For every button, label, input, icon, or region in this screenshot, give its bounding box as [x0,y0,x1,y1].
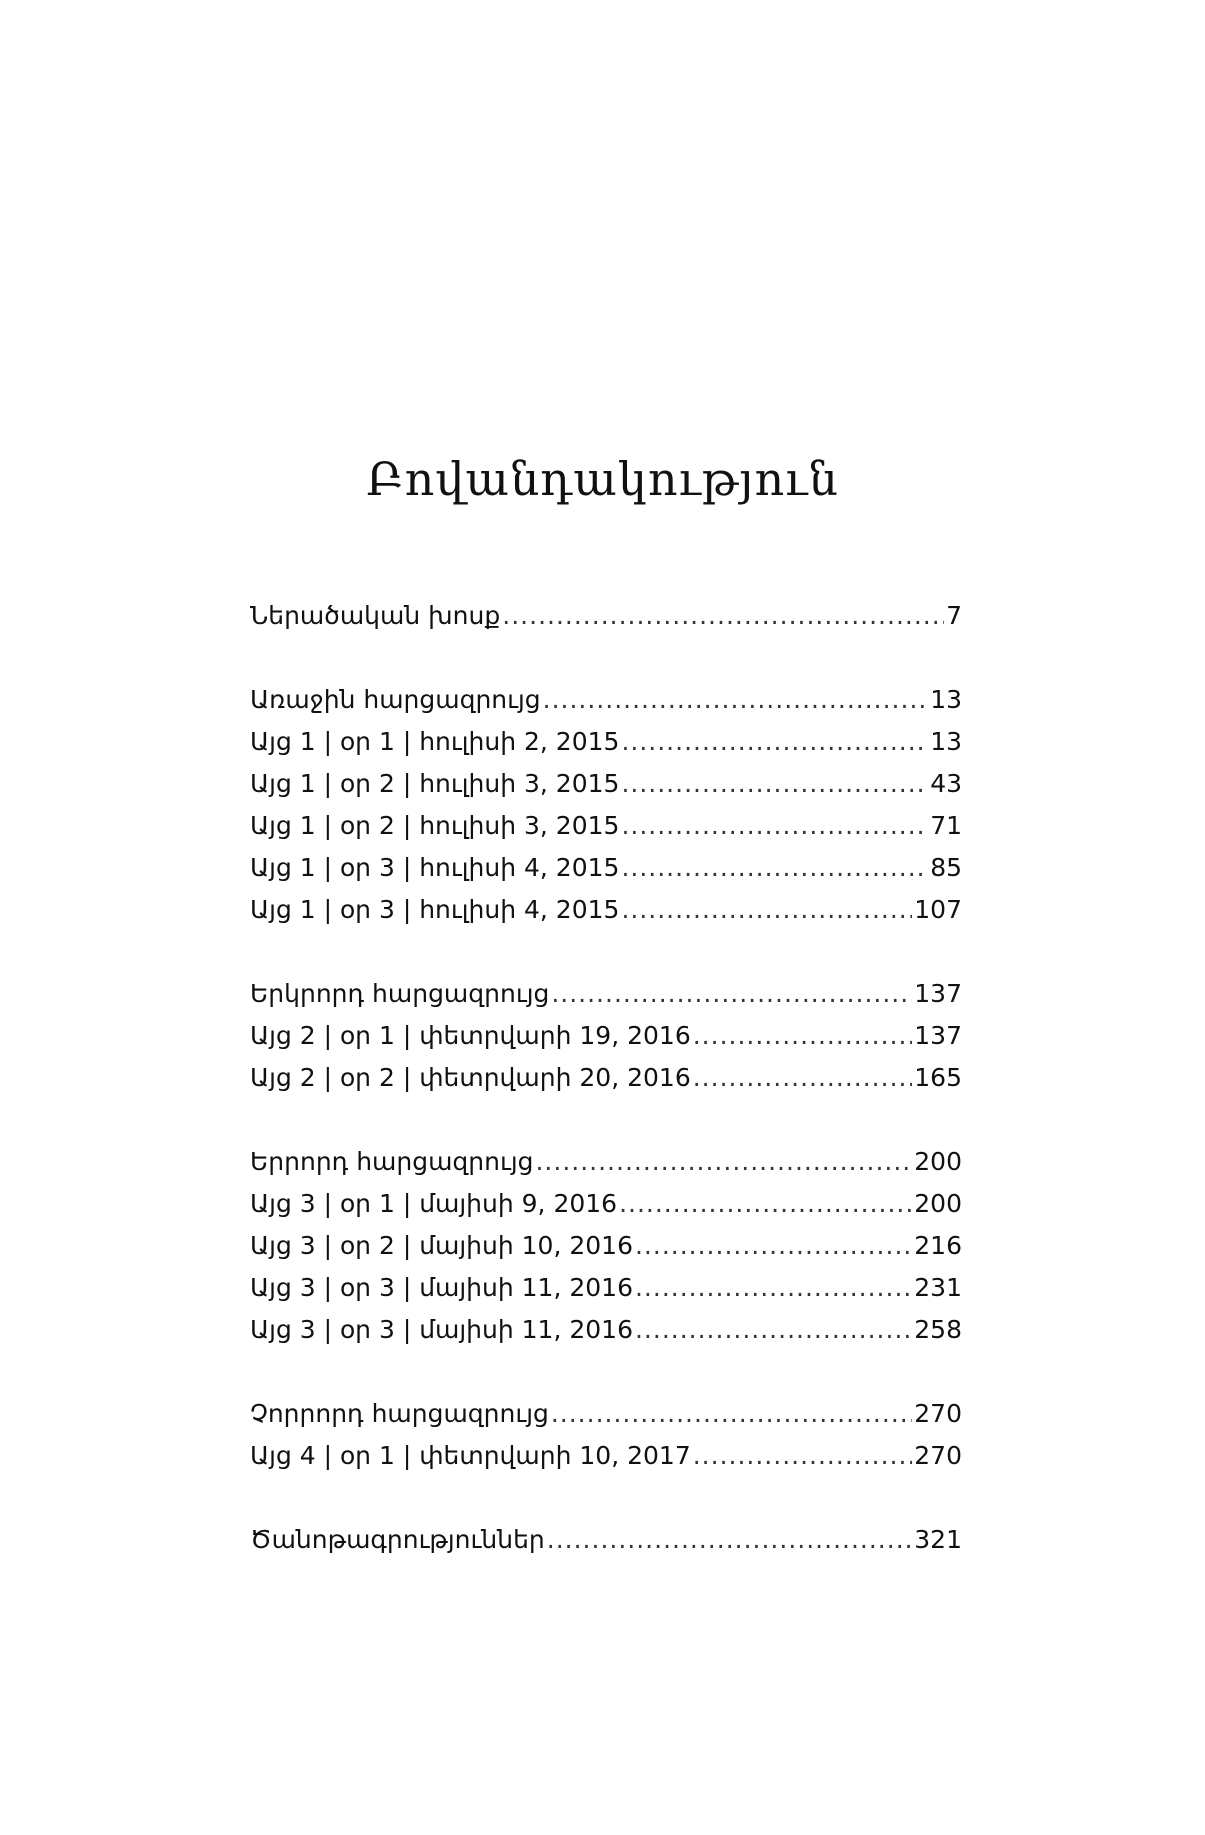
toc-entry[interactable] [250,889,962,931]
dot-leader [635,1267,912,1309]
toc-entry-title: Չորրորդ հարցազրույց [250,1399,549,1428]
toc-entry[interactable] [250,1309,962,1351]
toc-entry[interactable] [250,1435,962,1477]
toc-entry[interactable] [250,595,962,637]
toc-entry[interactable] [250,763,962,805]
toc-entry-title: Այց 1 | օր 2 | հուլիսի 3, 2015 [250,769,620,798]
toc-entry[interactable] [250,805,962,847]
toc-entry-page: 165 [914,1063,962,1092]
toc-entry-title: Այց 3 | օր 3 | մայիսի 11, 2016 [250,1273,633,1302]
toc-entry-title: Առաջին հարցազրույց [250,685,541,714]
dot-leader [621,889,912,931]
toc-entry-title: Երրորդ հարցազրույց [250,1147,534,1176]
toc-entry[interactable] [250,679,962,721]
dot-leader [693,1015,913,1057]
toc-entry[interactable] [250,721,962,763]
toc-entry-title: Այց 1 | օր 3 | հուլիսի 4, 2015 [250,853,620,882]
dot-leader [621,805,928,847]
dot-leader [619,1183,912,1225]
toc-entry-page: 137 [914,979,962,1008]
toc-entry-page: 13 [930,685,962,714]
toc-entry[interactable] [250,973,962,1015]
toc-section-first-interview [250,679,962,931]
toc-entry-page: 216 [914,1231,962,1260]
dot-leader [551,973,912,1015]
dot-leader [621,721,928,763]
toc-entry[interactable] [250,1519,962,1561]
dot-leader [635,1309,912,1351]
toc-entry-page: 200 [914,1147,962,1176]
dot-leader [535,1141,912,1183]
toc-entry-title: Այց 2 | օր 1 | փետրվարի 19, 2016 [250,1021,691,1050]
toc-entry[interactable] [250,1057,962,1099]
toc-section-notes [250,1519,962,1561]
toc-entry-title: Այց 3 | օր 3 | մայիսի 11, 2016 [250,1315,633,1344]
dot-leader [635,1225,912,1267]
toc-entry-title: Այց 1 | օր 1 | հուլիսի 2, 2015 [250,727,620,756]
dot-leader [543,679,929,721]
dot-leader [551,1393,912,1435]
table-of-contents [250,595,962,1603]
toc-entry[interactable] [250,1225,962,1267]
toc-entry-title: Այց 3 | օր 2 | մայիսի 10, 2016 [250,1231,633,1260]
dot-leader [502,595,944,637]
toc-entry-page: 13 [930,727,962,756]
toc-entry-title: Ծանոթագրություններ [250,1525,545,1554]
toc-section-third-interview [250,1141,962,1351]
toc-entry-page: 270 [914,1441,962,1470]
dot-leader [621,847,928,889]
toc-entry-page: 137 [914,1021,962,1050]
toc-entry-title: Այց 4 | օր 1 | փետրվարի 10, 2017 [250,1441,691,1470]
toc-entry-page: 258 [914,1315,962,1344]
toc-entry-page: 321 [914,1525,962,1554]
toc-entry-page: 7 [946,601,962,630]
toc-section-fourth-interview [250,1393,962,1477]
toc-entry-page: 270 [914,1399,962,1428]
toc-entry-title: Ներածական խոսք [250,601,501,630]
toc-section-introduction [250,595,962,637]
dot-leader [693,1435,913,1477]
toc-entry-title: Երկրորդ հարցազրույց [250,979,550,1008]
toc-entry-title: Այց 2 | օր 2 | փետրվարի 20, 2016 [250,1063,691,1092]
toc-entry-title: Այց 3 | օր 1 | մայիսի 9, 2016 [250,1189,618,1218]
page-title: Բովանդակություն [366,452,839,506]
toc-entry-title: Այց 1 | օր 2 | հուլիսի 3, 2015 [250,811,620,840]
dot-leader [621,763,928,805]
dot-leader [693,1057,913,1099]
toc-entry[interactable] [250,1267,962,1309]
toc-entry-page: 85 [930,853,962,882]
toc-entry-page: 43 [930,769,962,798]
toc-entry-title: Այց 1 | օր 3 | հուլիսի 4, 2015 [250,895,620,924]
dot-leader [547,1519,913,1561]
toc-entry-page: 231 [914,1273,962,1302]
toc-entry[interactable] [250,1183,962,1225]
toc-entry[interactable] [250,1015,962,1057]
toc-section-second-interview [250,973,962,1099]
toc-entry-page: 200 [914,1189,962,1218]
toc-entry-page: 107 [914,895,962,924]
toc-entry[interactable] [250,847,962,889]
toc-entry[interactable] [250,1393,962,1435]
toc-entry[interactable] [250,1141,962,1183]
toc-entry-page: 71 [930,811,962,840]
